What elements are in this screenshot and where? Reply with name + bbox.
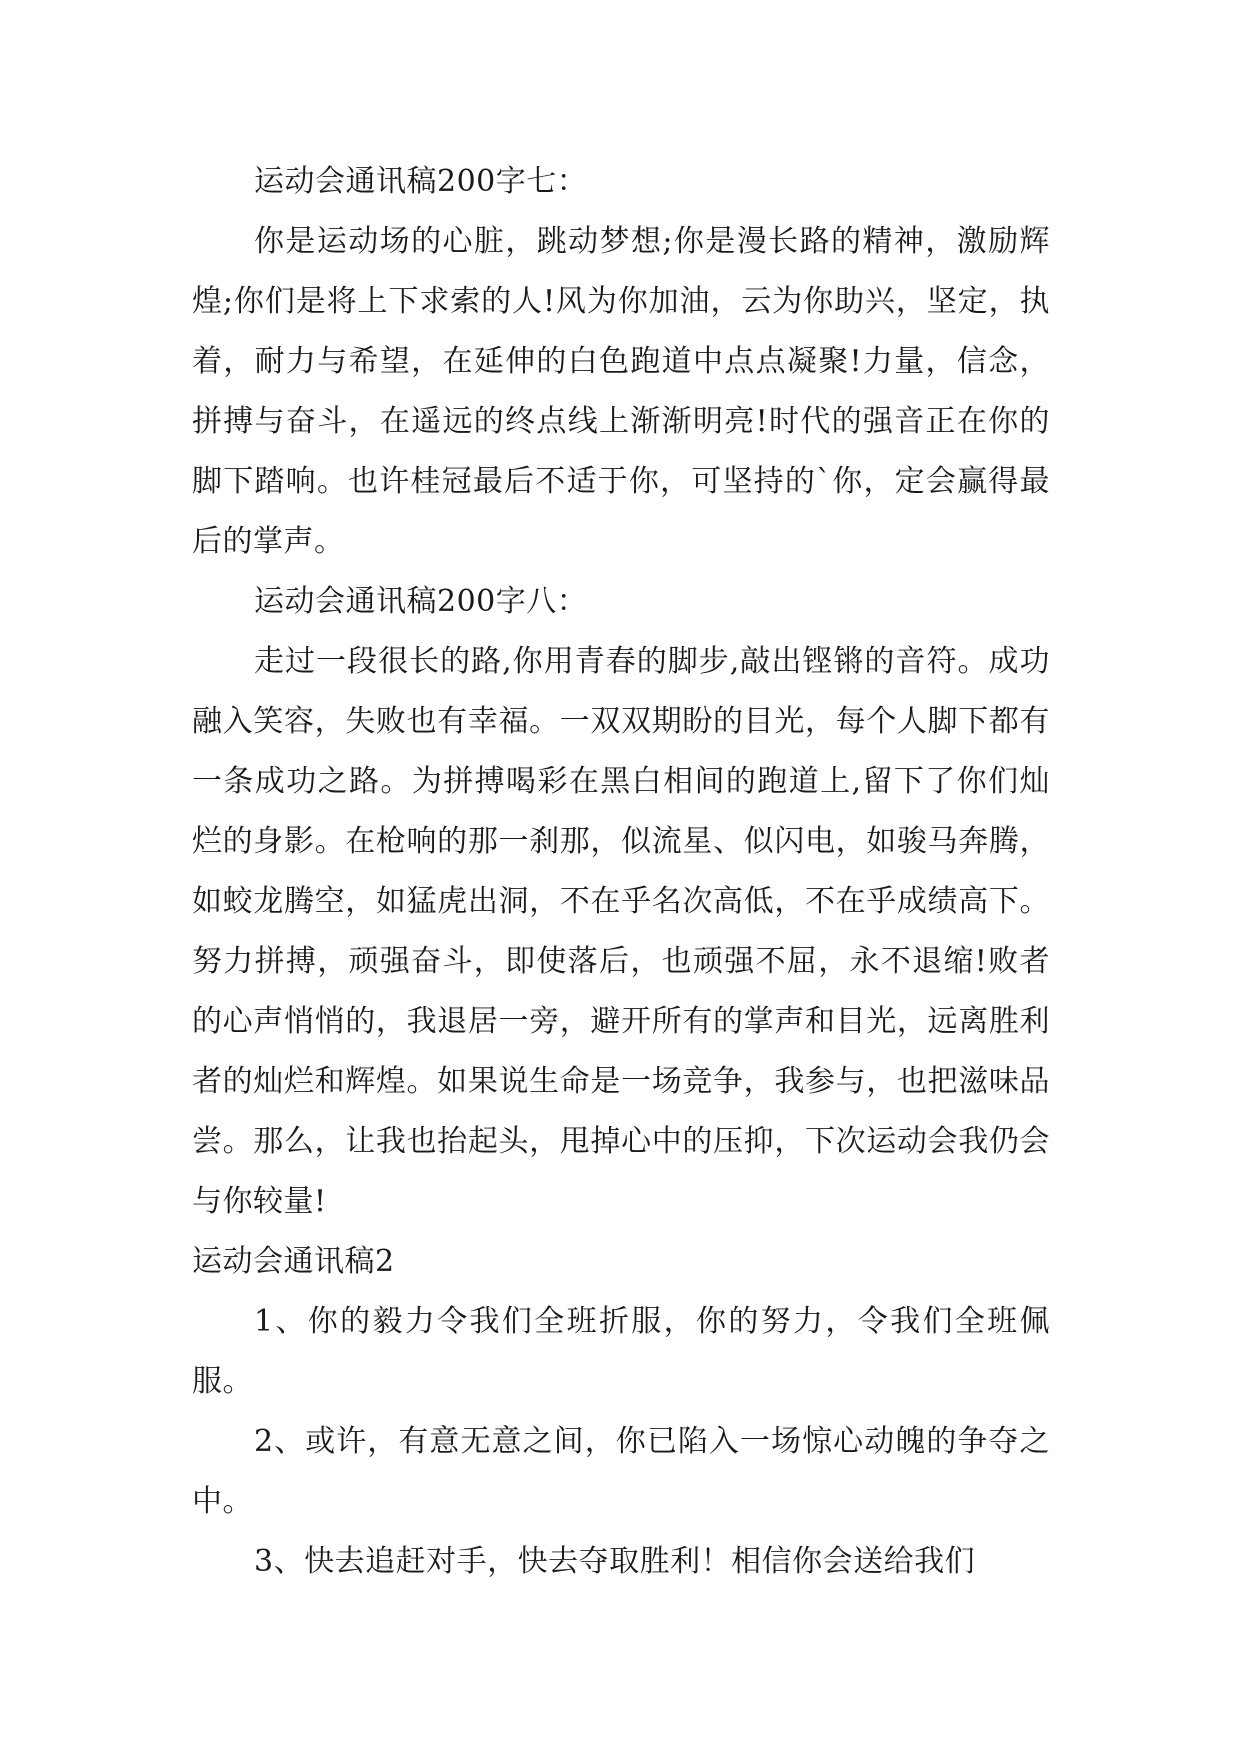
article-title-2: 运动会通讯稿2: [192, 1244, 395, 1279]
list-item-3: 3、快去追赶对手，快去夺取胜利！相信你会送给我们: [254, 1544, 976, 1579]
list-item-2: 2、或许，有意无意之间，你已陷入一场惊心动魄的争夺之中。: [192, 1424, 1050, 1519]
list-item-1: 1、你的毅力令我们全班折服，你的努力，令我们全班佩服。: [192, 1304, 1050, 1399]
section-heading-seven: 运动会通讯稿200字七：: [254, 164, 588, 199]
document-body: [192, 152, 1050, 1592]
paragraph-eight-body: 走过一段很长的路,你用青春的脚步,敲出铿锵的音符。成功融入笑容，失败也有幸福。一双双期盼的目光，每个人脚下都有一条成功之路。为拼搏喝彩在黑白相间的跑道上,留下了你们灿烂的身影。在枪响的那一刹那，似流星、似闪电，如骏马奔腾，如蛟龙腾空，如猛虎出洞，不在乎名次高低，不在乎成绩高下。努力拼搏，顽强奋斗，即使落后，也顽强不屈，永不退缩!败者的心声悄悄的，我退居一旁，避开所有的掌声和目光，远离胜利者的灿烂和辉煌。如果说生命是一场竞争，我参与，也把滋味品尝。那么，让我也抬起头，甩掉心中的压抑，下次运动会我仍会与你较量!: [192, 644, 1050, 1219]
paragraph-seven-body: 你是运动场的心脏，跳动梦想;你是漫长路的精神，激励辉煌;你们是将上下求索的人!风为你加油，云为你助兴，坚定，执着，耐力与希望，在延伸的白色跑道中点点凝聚!力量，信念，拼搏与奋斗，在遥远的终点线上渐渐明亮!时代的强音正在你的脚下踏响。也许桂冠最后不适于你，可坚持的`你，定会赢得最后的掌声。: [192, 224, 1050, 559]
section-heading-eight: 运动会通讯稿200字八：: [254, 584, 588, 619]
